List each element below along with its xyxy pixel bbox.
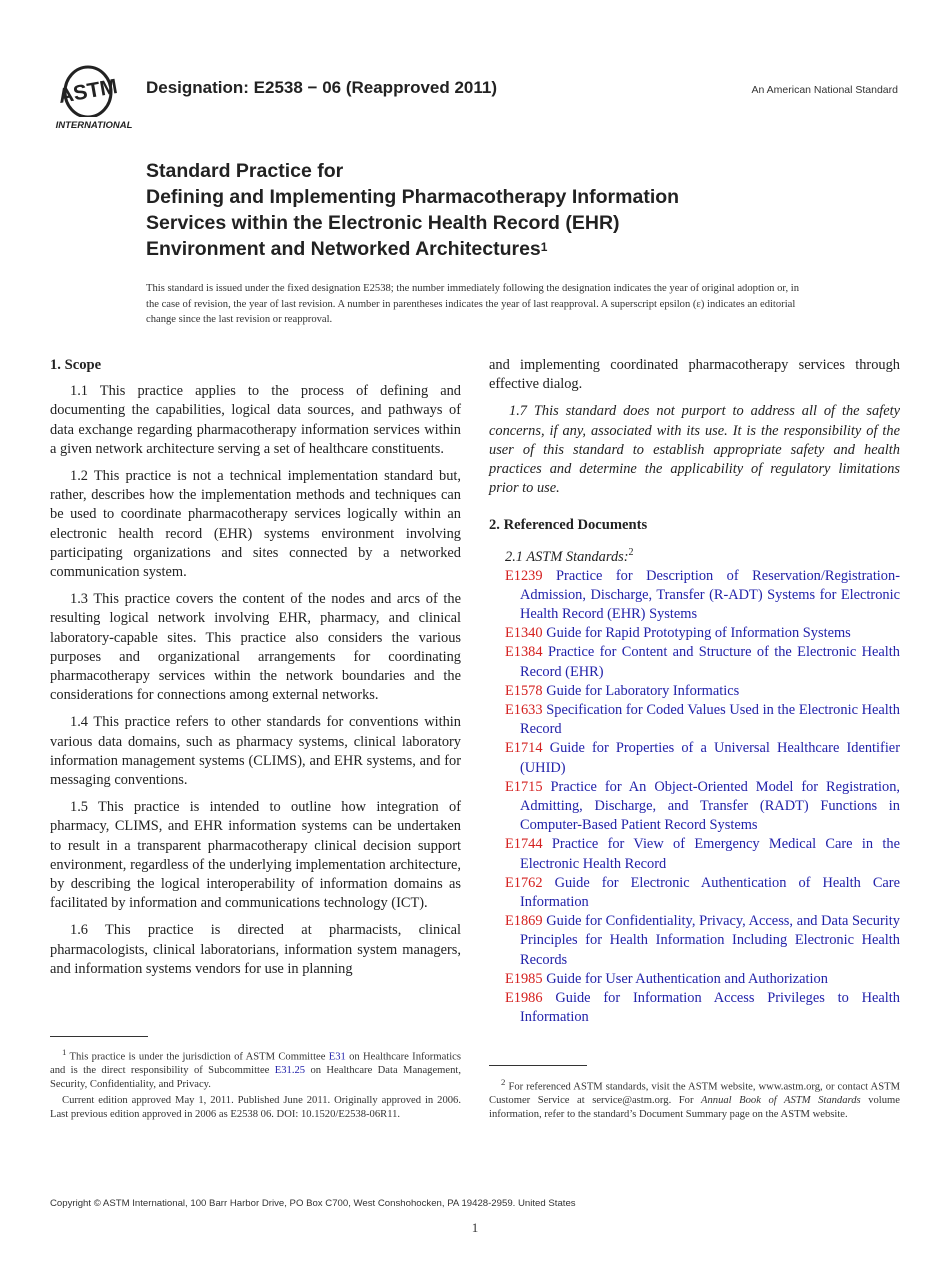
reference-list: [489, 567, 900, 1028]
title-line-3: Services within the Electronic Health Record (EHR): [146, 212, 620, 234]
reference-code-link[interactable]: E1578: [505, 682, 543, 699]
footnote-2-para: [489, 1076, 900, 1121]
reference-item: [489, 643, 900, 681]
reference-title-link[interactable]: Guide for Electronic Authentication of Health Care Information: [520, 874, 900, 911]
title-line-4-text: Environment and Networked Architectures: [146, 238, 541, 260]
scope-1-6: 1.6 This practice is directed at pharmacists, clinical pharmacologists, clinical laboratorians, information system managers, and information systems vendors for use in planning: [50, 922, 461, 977]
reference-item: [489, 778, 900, 836]
footnote-1-text-a: This practice is under the jurisdiction of ASTM Committee: [66, 1051, 329, 1063]
logo-international-text: INTERNATIONAL: [55, 120, 133, 131]
reference-code-link[interactable]: E1762: [505, 874, 543, 891]
reference-item: [489, 835, 900, 873]
referenced-documents-heading: 2. Referenced Documents: [489, 517, 648, 534]
title-line-2: Defining and Implementing Pharmacotherapy Information: [146, 186, 680, 208]
reference-item: [489, 682, 900, 701]
reference-code-link[interactable]: E1633: [505, 702, 543, 719]
left-column: [50, 356, 461, 987]
reference-title-link[interactable]: Guide for Laboratory Informatics: [546, 682, 740, 699]
scope-1-3: 1.3 This practice covers the content of the nodes and arcs of the resulting logical network involving EHR, pharmacy, and clinical laboratory-capable sites. This practice also considers the various purposes and organizational arrangements for coordinating pharmacotherapy services within the network boundaries and the considerations for connections among external networks.: [50, 591, 461, 704]
astm-logo-icon: [52, 62, 136, 132]
reference-title-link[interactable]: Guide for User Authentication and Authorization: [546, 970, 828, 987]
footnote-1: [50, 1046, 461, 1125]
scope-1-2: 1.2 This practice is not a technical implementation standard but, rather, describes how the implementation methods and techniques can be used to coordinate pharmacotherapy services logically within an electronic health record (EHR) systems environment involving participating organizations and sites connected by a networked communication system.: [50, 468, 461, 581]
scope-1-5: 1.5 This practice is intended to outline how integration of pharmacy, CLIMS, and EHR information systems can be undertaken to result in a transparent pharmacotherapy clinical decision support environment, regardless of the underlying implementation architecture, by describing the logical interoperability of information domains as facilitated by information and communications technology (ICT).: [50, 799, 461, 912]
reference-code-link[interactable]: E1869: [505, 913, 543, 930]
astm-standards-text: 2.1 ASTM Standards:: [505, 548, 629, 565]
reference-item: [489, 970, 900, 989]
reference-item: [489, 701, 900, 739]
reference-title-link[interactable]: Specification for Coded Values Used in the Electronic Health Record: [520, 702, 901, 738]
footnote-rule-right: [489, 1065, 587, 1066]
reference-item: [489, 874, 900, 912]
reference-code-link[interactable]: E1714: [505, 740, 543, 757]
committee-e31-link[interactable]: E31: [328, 1051, 346, 1063]
document-title: [146, 158, 866, 262]
reference-code-link[interactable]: E1384: [505, 644, 543, 661]
reference-title-link[interactable]: Practice for Content and Structure of the Electronic Health Record (EHR): [520, 644, 900, 680]
scope-heading: 1. Scope: [50, 357, 102, 373]
copyright-notice: Copyright © ASTM International, 100 Barr Harbor Drive, PO Box C700, West Conshohocken, PA 19428-2959. United States: [50, 1198, 576, 1209]
footnote-2: [489, 1076, 900, 1124]
logo-astm-text: ASTM: [56, 75, 120, 108]
footnote-1-para-2: Current edition approved May 1, 2011. Published June 2011. Originally approved in 2006. Last previous edition approved in 2006 as E2538 06. DOI: 10.1520/E2538-06R11.: [50, 1095, 461, 1120]
title-footnote-mark: 1: [540, 240, 548, 254]
footnote-2-annual-book: Annual Book of ASTM Standards: [701, 1095, 861, 1107]
footnote-1-text-c: on Healthcare Data Management, Security, Confidentiality, and Privacy.: [50, 1065, 461, 1090]
reference-title-link[interactable]: Guide for Properties of a Universal Healthcare Identifier (UHID): [520, 740, 900, 776]
reference-item: [489, 624, 900, 643]
reference-item: [489, 912, 900, 970]
reference-title-link[interactable]: Practice for An Object-Oriented Model for Registration, Admitting, Discharge, and Transfer (RADT) Functions in Computer-Based Patient Record Systems: [520, 778, 900, 834]
scope-1-7: 1.7 This standard does not purport to address all of the safety concerns, if any, associated with its use. It is the responsibility of the user of this standard to establish appropriate safety and health practices and determine the applicability of regulatory limitations prior to use.: [489, 403, 900, 497]
reference-code-link[interactable]: E1985: [505, 970, 543, 987]
title-line-1: Standard Practice for: [146, 160, 344, 182]
footnote-2-text-b: volume information, refer to the standard’s Document Summary page on the ASTM website.: [489, 1095, 900, 1120]
footnote-1-para-1: [50, 1046, 461, 1091]
reference-title-link[interactable]: Practice for Description of Reservation/Registration-Admission, Discharge, Transfer (R-ADT) Systems for Electronic Health Record (EHR) Systems: [520, 567, 900, 623]
reference-title-link[interactable]: Guide for Confidentiality, Privacy, Access, and Data Security Principles for Health Information Including Electronic Health Records: [520, 913, 900, 968]
footnote-1-text-b: on Healthcare Informatics and is the direct responsibility of Subcommittee: [50, 1051, 461, 1077]
page-number: 1: [471, 1220, 479, 1235]
footnote-rule-left: [50, 1036, 148, 1037]
reference-item: [489, 989, 900, 1027]
right-column: [489, 356, 900, 1028]
reference-title-link[interactable]: Guide for Rapid Prototyping of Information Systems: [546, 625, 851, 642]
astm-logo: [52, 62, 136, 132]
footnote-1-mark: 1: [62, 1047, 67, 1057]
astm-standards-footnote-mark: 2: [628, 546, 634, 558]
reference-code-link[interactable]: E1715: [505, 778, 543, 795]
reference-item: [489, 739, 900, 777]
reference-title-link[interactable]: Guide for Information Access Privileges to Health Information: [520, 990, 900, 1026]
reference-code-link[interactable]: E1744: [505, 836, 543, 853]
subcommittee-e31-25-link[interactable]: E31.25: [274, 1065, 306, 1077]
preamble: This standard is issued under the fixed designation E2538; the number immediately following the designation indicates the year of original adoption or, in the case of revision, the year of last revision. A number in parentheses indicates the year of last reapproval. A superscript epsilon (ε) indicates an editorial change since the last revision or reapproval.: [146, 283, 800, 326]
scope-1-1: 1.1 This practice applies to the process of defining and documenting the capabilities, logical data sources, and pathways of data exchange regarding pharmacotherapy information services within a given network architecture serving a set of healthcare constituents.: [50, 383, 461, 457]
reference-code-link[interactable]: E1340: [505, 625, 543, 642]
designation: Designation: E2538 − 06 (Reapproved 2011): [146, 78, 498, 97]
american-national-standard: An American National Standard: [751, 84, 898, 96]
footnote-2-text-a: For referenced ASTM standards, visit the ASTM website, www.astm.org, or contact ASTM Customer Service at service@astm.org. For: [489, 1081, 900, 1107]
scope-1-6-continued: and implementing coordinated pharmacotherapy services through effective dialog.: [489, 357, 900, 393]
scope-1-4: 1.4 This practice refers to other standards for conventions within various data domains, such as pharmacy systems, clinical laboratory information management systems (CLIMS), and EHR systems, and for messaging conventions.: [50, 714, 461, 789]
reference-code-link[interactable]: E1239: [505, 567, 543, 584]
astm-standards-label: [489, 543, 900, 567]
reference-title-link[interactable]: Practice for View of Emergency Medical Care in the Electronic Health Record: [520, 836, 900, 872]
reference-code-link[interactable]: E1986: [505, 990, 543, 1007]
reference-item: [489, 567, 900, 625]
title-line-4: [146, 236, 866, 262]
footnote-2-mark: 2: [501, 1077, 506, 1087]
